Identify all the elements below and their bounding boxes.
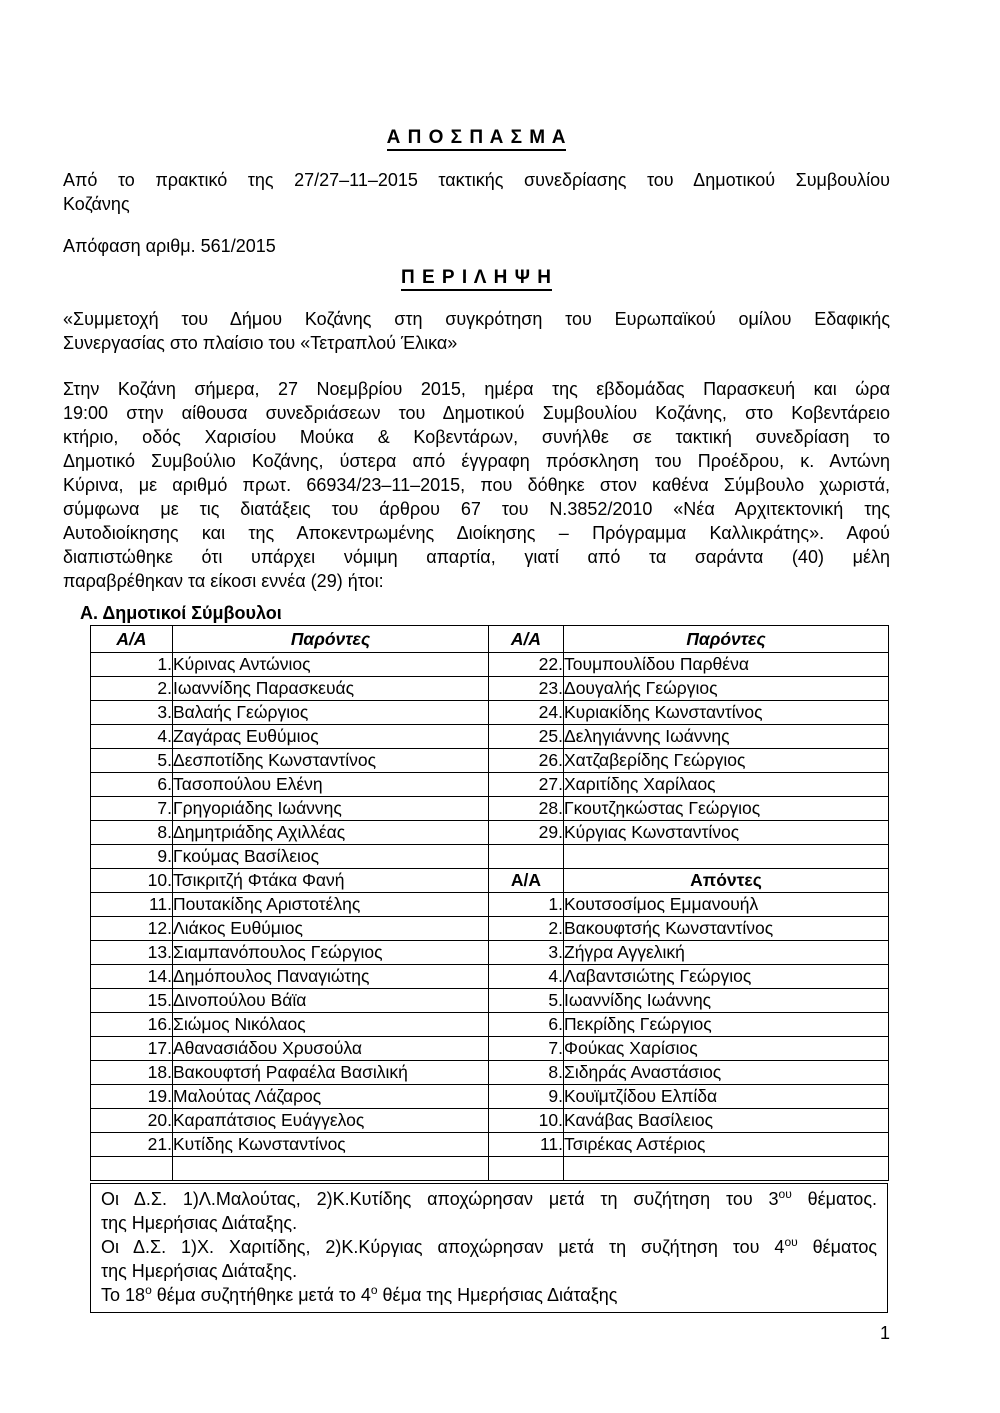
member-name-cell: Βακουφτσής Κωνσταντίνος	[564, 917, 889, 941]
member-name-cell: Τουμπουλίδου Παρθένα	[564, 653, 889, 677]
text-line	[63, 497, 890, 521]
member-number-cell: 1.	[489, 893, 564, 917]
table-row	[91, 989, 889, 1013]
table-row	[91, 821, 889, 845]
absent-column-header-cell: Απόντες	[564, 869, 889, 893]
member-name-cell: Σιδηράς Αναστάσιος	[564, 1061, 889, 1085]
page-number: 1	[879, 1323, 890, 1343]
member-number-cell: 22.	[489, 653, 564, 677]
member-name-cell: Γκούμας Βασίλειος	[173, 845, 489, 869]
member-name-cell: Κουϊμτζίδου Ελπίδα	[564, 1085, 889, 1109]
text-segment: της Ημερήσιας Διάταξης.	[101, 1261, 298, 1281]
text-segment: Οι Δ.Σ. 1)Χ. Χαριτίδης, 2)Κ.Κύργιας αποχώρησαν μετά τη συζήτηση του 4	[101, 1237, 785, 1257]
member-name-cell: Μαλούτας Λάζαρος	[173, 1085, 489, 1109]
member-name-cell: Ζήγρα Αγγελική	[564, 941, 889, 965]
member-number-cell: 7.	[489, 1037, 564, 1061]
text-line	[63, 401, 890, 425]
table-row	[91, 845, 889, 869]
text-segment: Δημοτικό Συμβούλιο Κοζάνης, ύστερα από έγγραφη πρόσκληση του Προέδρου, κ. Αντώνη	[63, 451, 890, 471]
table-row	[91, 701, 889, 725]
member-name-cell: Κύργιας Κωνσταντίνος	[564, 821, 889, 845]
member-name-cell	[173, 1157, 489, 1181]
member-name-cell: Φούκας Χαρίσιος	[564, 1037, 889, 1061]
member-number-cell: 6.	[489, 1013, 564, 1037]
member-number-cell: 7.	[91, 797, 173, 821]
table-row	[91, 893, 889, 917]
text-line	[63, 521, 890, 545]
superscript-text: ου	[778, 1187, 792, 1201]
superscript-text: ου	[784, 1235, 798, 1249]
member-number-cell: 17.	[91, 1037, 173, 1061]
text-line	[63, 192, 890, 216]
text-segment: «Συμμετοχή του Δήμου Κοζάνης στη συγκρότηση του Ευρωπαϊκού ομίλου Εδαφικής	[63, 309, 890, 329]
member-number-cell: 2.	[91, 677, 173, 701]
subject-paragraph	[63, 307, 890, 355]
text-line	[101, 1259, 877, 1283]
table-header-row	[91, 626, 889, 653]
member-number-cell: 4.	[489, 965, 564, 989]
text-segment: θέμα συζητήθηκε μετά το 4	[151, 1285, 371, 1305]
table-row	[91, 941, 889, 965]
table-row	[91, 653, 889, 677]
member-name-cell: Δημητριάδης Αχιλλέας	[173, 821, 489, 845]
table-row	[91, 917, 889, 941]
superscript-text: ο	[145, 1283, 152, 1297]
text-segment: θέματος.	[791, 1189, 877, 1209]
table-row	[91, 677, 889, 701]
text-line	[63, 307, 890, 331]
summary-title-text: Π Ε Ρ Ι Λ Η Ψ Η	[401, 267, 552, 291]
col-header-aa-right: Α/Α	[489, 626, 564, 653]
member-name-cell: Κουτσοσίμος Εμμανουήλ	[564, 893, 889, 917]
member-name-cell: Σιαμπανόπουλος Γεώργιος	[173, 941, 489, 965]
member-number-cell: 4.	[91, 725, 173, 749]
member-number-cell: 18.	[91, 1061, 173, 1085]
text-line	[63, 331, 890, 355]
table-row	[91, 1109, 889, 1133]
text-segment: θέμα της Ημερήσιας Διάταξης	[377, 1285, 618, 1305]
table-row	[91, 725, 889, 749]
member-name-cell: Κύρινας Αντώνιος	[173, 653, 489, 677]
text-line	[63, 168, 890, 192]
text-segment: θέματος	[797, 1237, 877, 1257]
text-segment: Συνεργασίας στο πλαίσιο του «Τετραπλού Έλικα»	[63, 333, 458, 353]
text-segment: της Ημερήσιας Διάταξης.	[101, 1213, 298, 1233]
text-segment: Κύρινα, με αριθμό πρωτ. 66934/23–11–2015, που δόθηκε στον καθένα Σύμβουλο χωριστά,	[63, 475, 890, 495]
member-name-cell: Δημόπουλος Παναγιώτης	[173, 965, 489, 989]
col-header-present-right: Παρόντες	[564, 626, 889, 653]
text-segment: παραβρέθηκαν τα είκοσι εννέα (29) ήτοι:	[63, 571, 384, 591]
member-number-cell	[489, 1157, 564, 1181]
member-name-cell: Δεληγιάννης Ιωάννης	[564, 725, 889, 749]
table-row	[91, 773, 889, 797]
member-number-cell: 12.	[91, 917, 173, 941]
member-number-cell: 19.	[91, 1085, 173, 1109]
text-segment: σύμφωνα με τις διατάξεις του άρθρου 67 του Ν.3852/2010 «Νέα Αρχιτεκτονική της	[63, 499, 890, 519]
member-name-cell: Λιάκος Ευθύμιος	[173, 917, 489, 941]
text-line	[63, 545, 890, 569]
member-number-cell: 27.	[489, 773, 564, 797]
member-name-cell: Αθανασιάδου Χρυσούλα	[173, 1037, 489, 1061]
absent-column-header-cell: Α/Α	[489, 869, 564, 893]
member-name-cell: Βακουφτσή Ραφαέλα Βασιλική	[173, 1061, 489, 1085]
member-name-cell: Πουτακίδης Αριστοτέλης	[173, 893, 489, 917]
text-line	[101, 1211, 877, 1235]
text-line	[63, 377, 890, 401]
text-segment: Οι Δ.Σ. 1)Λ.Μαλούτας, 2)Κ.Κυτίδης αποχώρησαν μετά τη συζήτηση του 3	[101, 1189, 779, 1209]
member-number-cell: 6.	[91, 773, 173, 797]
member-name-cell: Κανάβας Βασίλειος	[564, 1109, 889, 1133]
table-row	[91, 1037, 889, 1061]
council-members-table	[90, 625, 889, 1181]
member-number-cell: 28.	[489, 797, 564, 821]
intro-paragraph	[63, 168, 890, 216]
text-line	[101, 1235, 877, 1259]
member-name-cell: Πεκρίδης Γεώργιος	[564, 1013, 889, 1037]
member-name-cell	[564, 1157, 889, 1181]
text-segment: διαπιστώθηκε ότι υπάρχει νόμιμη απαρτία, γιατί από τα σαράντα (40) μέλη	[63, 547, 890, 567]
text-segment: 19:00 στην αίθουσα συνεδριάσεων του Δημοτικού Συμβουλίου Κοζάνης, στο Κοβεντάρειο	[63, 403, 890, 423]
text-segment: Αυτοδιοίκησης και της Αποκεντρωμένης Διοίκησης – Πρόγραμμα Καλλικράτης». Αφού	[63, 523, 890, 543]
text-line	[101, 1187, 877, 1211]
member-number-cell: 23.	[489, 677, 564, 701]
decision-number: Απόφαση αριθμ. 561/2015	[63, 236, 276, 256]
member-number-cell	[489, 845, 564, 869]
member-name-cell: Καραπάτσιος Ευάγγελος	[173, 1109, 489, 1133]
member-name-cell	[564, 845, 889, 869]
text-line	[63, 569, 890, 593]
col-header-present-left: Παρόντες	[173, 626, 489, 653]
member-number-cell: 10.	[91, 869, 173, 893]
member-number-cell: 14.	[91, 965, 173, 989]
member-number-cell: 15.	[91, 989, 173, 1013]
member-name-cell: Ζαγάρας Ευθύμιος	[173, 725, 489, 749]
text-segment: κτήριο, οδός Χαρισίου Μούκα & Κοβεντάρων, συνήλθε σε τακτική συνεδρίαση το	[63, 427, 890, 447]
member-name-cell: Γκουτζηκώστας Γεώργιος	[564, 797, 889, 821]
member-name-cell: Ιωαννίδης Παρασκευάς	[173, 677, 489, 701]
member-number-cell: 8.	[91, 821, 173, 845]
text-segment: Στην Κοζάνη σήμερα, 27 Νοεμβρίου 2015, ημέρα της εβδομάδας Παρασκευή και ώρα	[63, 379, 890, 399]
member-number-cell: 9.	[489, 1085, 564, 1109]
member-name-cell: Σιώμος Νικόλαος	[173, 1013, 489, 1037]
member-number-cell: 20.	[91, 1109, 173, 1133]
member-name-cell: Κυριακίδης Κωνσταντίνος	[564, 701, 889, 725]
member-number-cell: 2.	[489, 917, 564, 941]
member-number-cell: 16.	[91, 1013, 173, 1037]
member-number-cell: 11.	[91, 893, 173, 917]
member-number-cell: 13.	[91, 941, 173, 965]
table-row	[91, 1133, 889, 1157]
member-number-cell: 25.	[489, 725, 564, 749]
member-name-cell: Δινοπούλου Βάϊα	[173, 989, 489, 1013]
text-segment: Κοζάνης	[63, 194, 130, 214]
member-number-cell: 24.	[489, 701, 564, 725]
text-line	[63, 449, 890, 473]
doc-title	[63, 126, 890, 150]
table-row	[91, 749, 889, 773]
notes-box	[90, 1183, 888, 1313]
member-name-cell: Τασοπούλου Ελένη	[173, 773, 489, 797]
member-number-cell: 9.	[91, 845, 173, 869]
member-name-cell: Δεσποτίδης Κωνσταντίνος	[173, 749, 489, 773]
table-row	[91, 1157, 889, 1181]
member-number-cell: 11.	[489, 1133, 564, 1157]
member-number-cell: 8.	[489, 1061, 564, 1085]
member-number-cell: 29.	[489, 821, 564, 845]
col-header-aa-left: Α/Α	[91, 626, 173, 653]
member-number-cell: 3.	[91, 701, 173, 725]
member-name-cell: Δουγαλής Γεώργιος	[564, 677, 889, 701]
table-row	[91, 797, 889, 821]
member-number-cell: 10.	[489, 1109, 564, 1133]
member-number-cell: 5.	[91, 749, 173, 773]
member-name-cell: Γρηγοριάδης Ιωάννης	[173, 797, 489, 821]
section-a-heading: Α. Δημοτικοί Σύμβουλοι	[80, 603, 282, 623]
member-number-cell: 21.	[91, 1133, 173, 1157]
table-row	[91, 965, 889, 989]
member-name-cell: Λαβαντσιώτης Γεώργιος	[564, 965, 889, 989]
summary-title	[63, 266, 890, 290]
member-name-cell: Χατζαβερίδης Γεώργιος	[564, 749, 889, 773]
table-row	[91, 1061, 889, 1085]
table-row	[91, 1013, 889, 1037]
member-name-cell: Ιωαννίδης Ιωάννης	[564, 989, 889, 1013]
member-name-cell: Τσικριτζή Φτάκα Φανή	[173, 869, 489, 893]
text-line	[63, 425, 890, 449]
member-name-cell: Βαλαής Γεώργιος	[173, 701, 489, 725]
member-name-cell: Τσιρέκας Αστέριος	[564, 1133, 889, 1157]
table-row	[91, 869, 889, 893]
text-line	[63, 473, 890, 497]
superscript-text: ο	[370, 1283, 378, 1297]
text-segment: Από το πρακτικό της 27/27–11–2015 τακτικής συνεδρίασης του Δημοτικού Συμβουλίου	[63, 170, 890, 190]
member-number-cell	[91, 1157, 173, 1181]
text-line	[101, 1283, 877, 1307]
member-number-cell: 1.	[91, 653, 173, 677]
member-number-cell: 3.	[489, 941, 564, 965]
text-segment: Το 18	[101, 1285, 146, 1305]
member-number-cell: 26.	[489, 749, 564, 773]
table-row	[91, 1085, 889, 1109]
member-name-cell: Κυτίδης Κωνσταντίνος	[173, 1133, 489, 1157]
body-paragraph	[63, 377, 890, 593]
council-table-body	[91, 653, 889, 1181]
member-name-cell: Χαριτίδης Χαρίλαος	[564, 773, 889, 797]
doc-title-text: Α Π Ο Σ Π Α Σ Μ Α	[387, 127, 567, 151]
member-number-cell: 5.	[489, 989, 564, 1013]
